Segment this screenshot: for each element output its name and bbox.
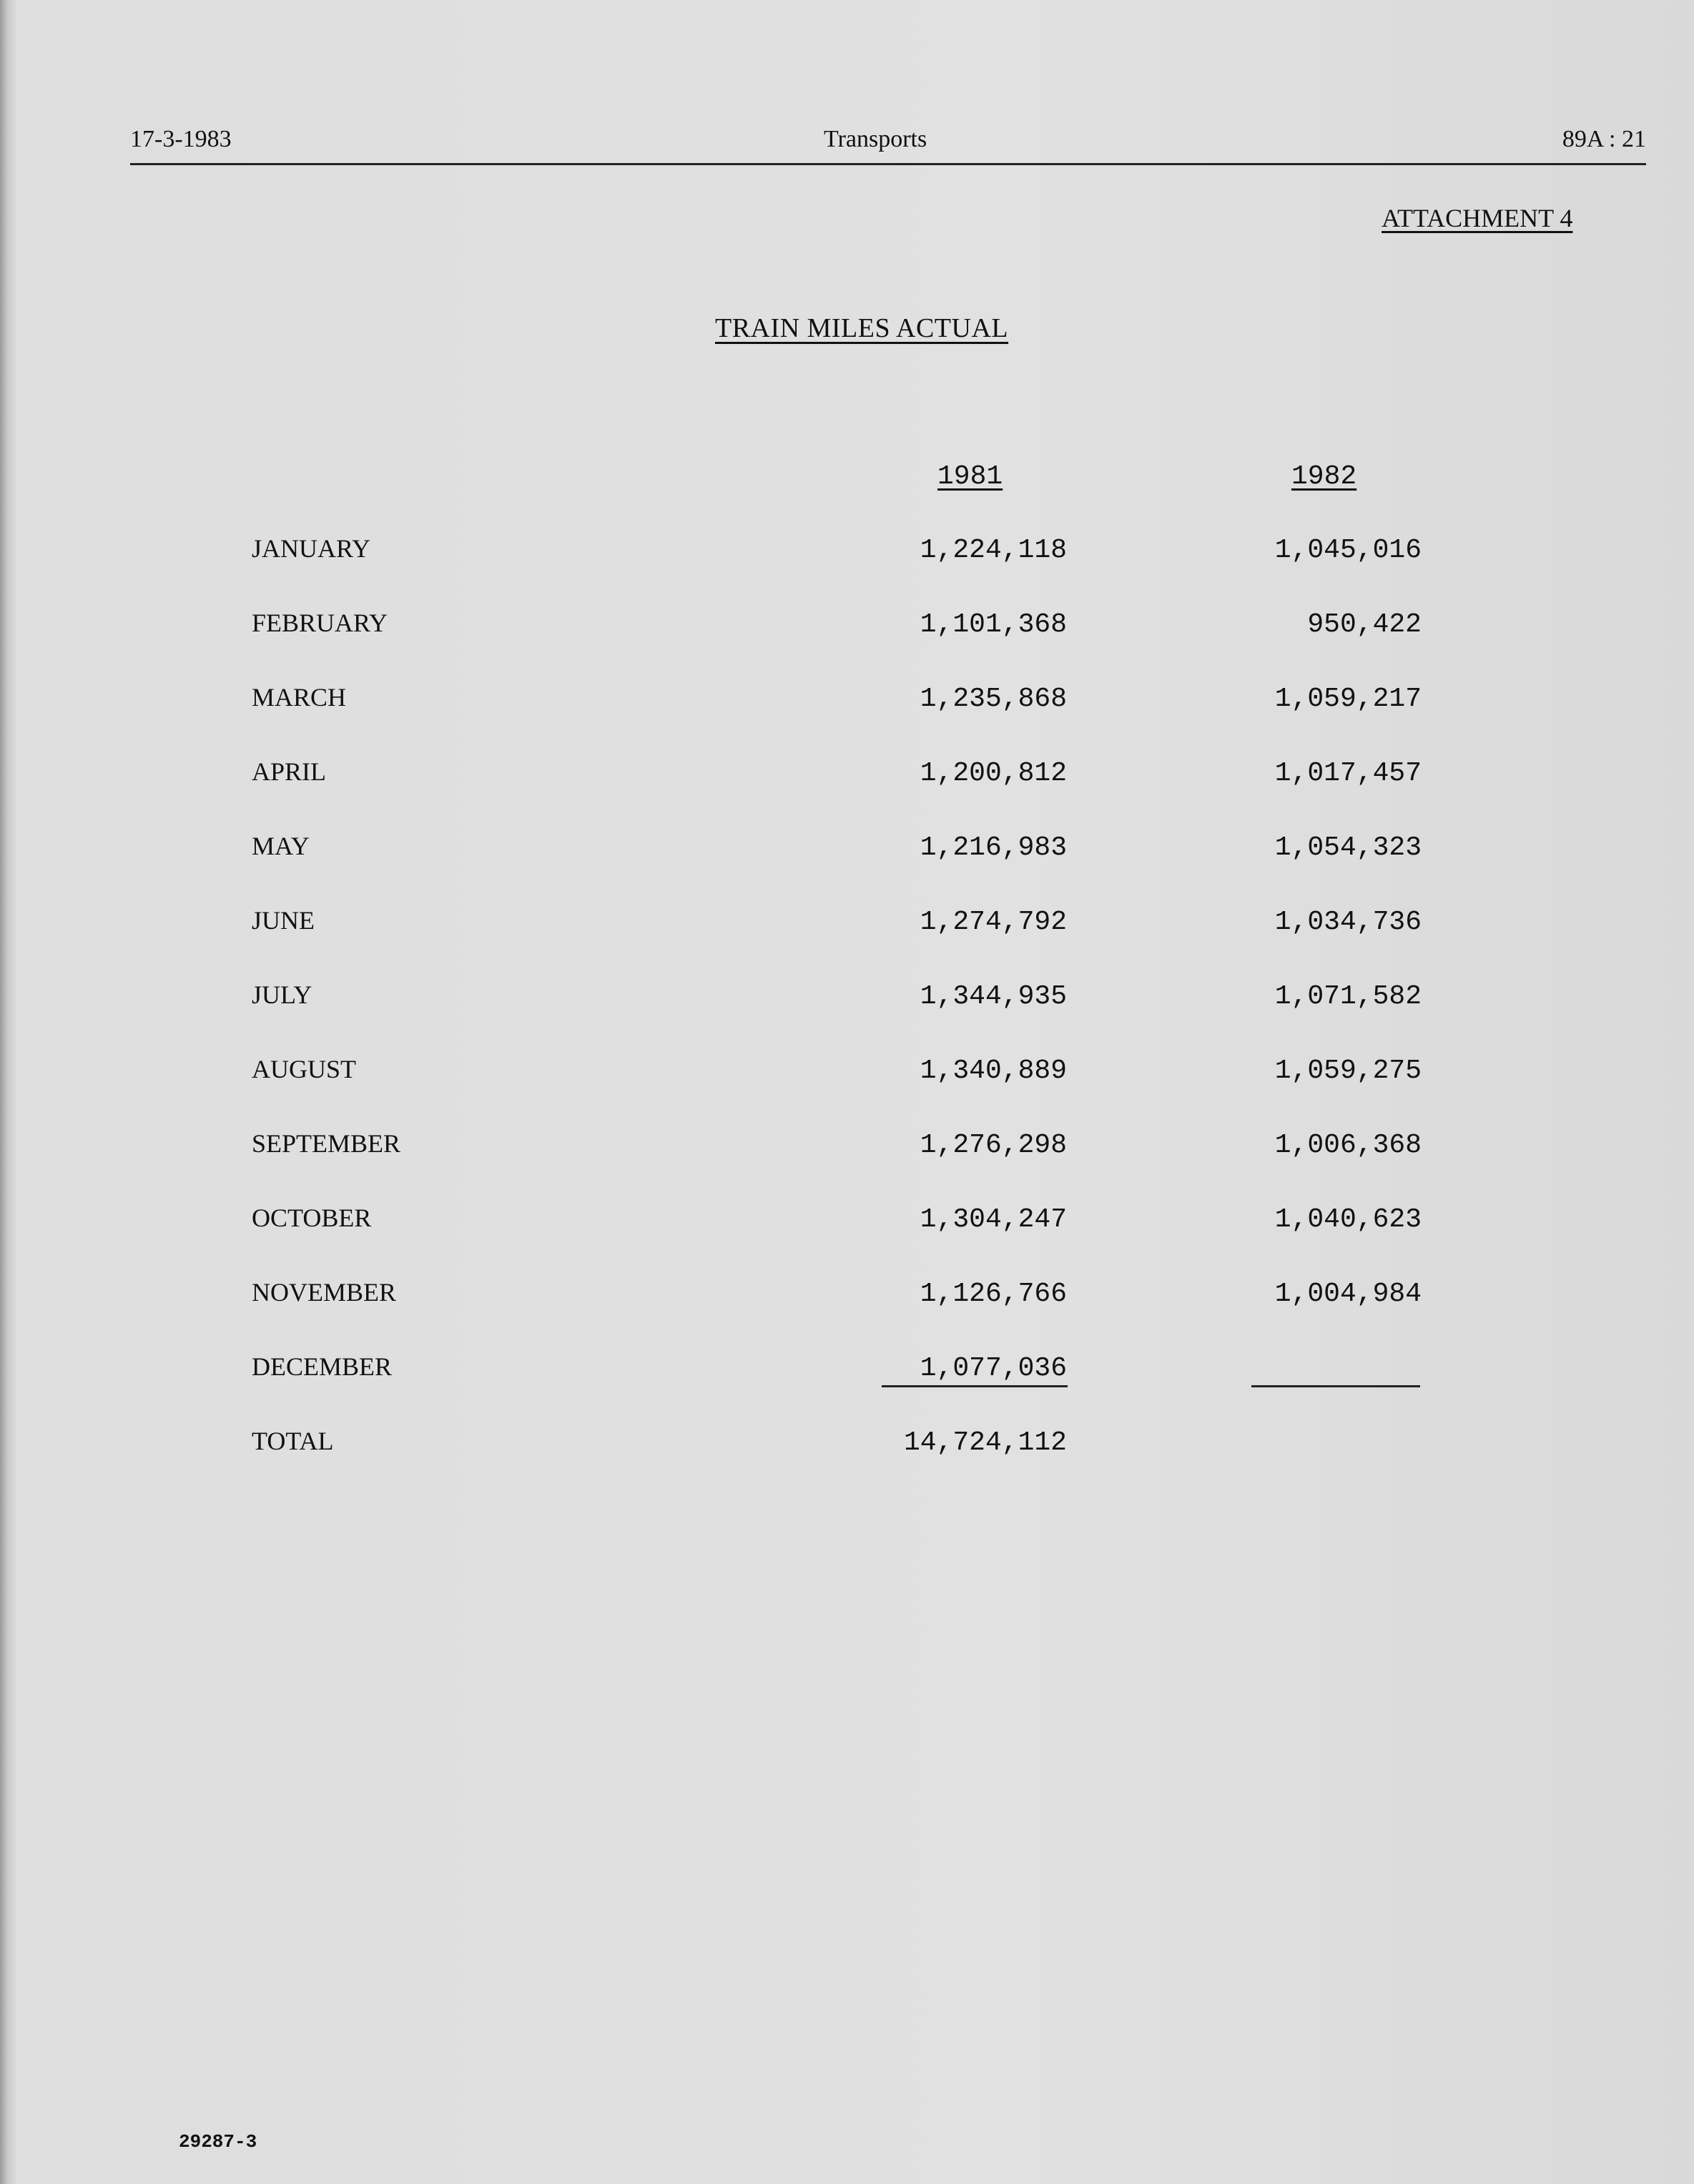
footer-code: 29287-3 <box>179 2131 257 2153</box>
table-row <box>0 1128 1694 1171</box>
month-label: MAY <box>252 832 310 860</box>
value-1981: 1,235,868 <box>920 684 1067 714</box>
table-title: TRAIN MILES ACTUAL <box>715 313 1009 343</box>
table-row <box>0 533 1694 576</box>
value-1981: 1,224,118 <box>920 535 1067 566</box>
value-1981: 1,344,935 <box>920 981 1067 1012</box>
header-section: Transports <box>824 126 927 152</box>
value-1981: 14,724,112 <box>903 1427 1067 1458</box>
value-1981: 1,200,812 <box>920 758 1067 789</box>
total-rule-1982 <box>1251 1385 1420 1387</box>
month-label: JUNE <box>252 906 315 935</box>
month-label: JULY <box>252 980 312 1009</box>
month-label: FEBRUARY <box>252 609 388 637</box>
total-row <box>0 1426 1694 1469</box>
value-1981: 1,216,983 <box>920 832 1067 863</box>
value-1981: 1,276,298 <box>920 1130 1067 1161</box>
month-label: APRIL <box>252 757 327 786</box>
page-header <box>130 123 1646 165</box>
table-row <box>0 1054 1694 1097</box>
value-1982: 1,034,736 <box>1274 907 1422 938</box>
value-1981: 1,077,036 <box>920 1353 1067 1384</box>
value-1981: 1,340,889 <box>920 1056 1067 1086</box>
table-row <box>0 757 1694 800</box>
value-1982: 1,040,623 <box>1274 1204 1422 1235</box>
table-row <box>0 905 1694 948</box>
attachment-label: ATTACHMENT 4 <box>1382 204 1573 232</box>
table-row <box>0 1277 1694 1320</box>
column-header-1982: 1982 <box>1291 461 1357 492</box>
month-label: OCTOBER <box>252 1204 372 1232</box>
month-label: NOVEMBER <box>252 1278 397 1307</box>
value-1981: 1,274,792 <box>920 907 1067 938</box>
month-label: JANUARY <box>252 534 371 563</box>
month-label: TOTAL <box>252 1427 334 1455</box>
value-1982: 1,006,368 <box>1274 1130 1422 1161</box>
header-date: 17-3-1983 <box>130 126 232 152</box>
value-1982: 1,071,582 <box>1274 981 1422 1012</box>
month-label: DECEMBER <box>252 1352 393 1381</box>
value-1981: 1,101,368 <box>920 609 1067 640</box>
total-rule-1981 <box>882 1385 1068 1387</box>
value-1982: 1,059,275 <box>1274 1056 1422 1086</box>
table-row <box>0 1203 1694 1246</box>
table-row <box>0 831 1694 874</box>
value-1982: 1,054,323 <box>1274 832 1422 863</box>
value-1982: 1,017,457 <box>1274 758 1422 789</box>
value-1982: 950,422 <box>1307 609 1422 640</box>
value-1981: 1,304,247 <box>920 1204 1067 1235</box>
value-1982: 1,059,217 <box>1274 684 1422 714</box>
value-1982: 1,004,984 <box>1274 1279 1422 1309</box>
month-label: AUGUST <box>252 1055 357 1083</box>
table-row <box>0 1352 1694 1394</box>
value-1981: 1,126,766 <box>920 1279 1067 1309</box>
table-row <box>0 608 1694 651</box>
month-label: MARCH <box>252 683 347 712</box>
month-label: SEPTEMBER <box>252 1129 401 1158</box>
value-1982: 1,045,016 <box>1274 535 1422 566</box>
table-row <box>0 980 1694 1023</box>
header-page-ref: 89A : 21 <box>1562 126 1646 152</box>
table-row <box>0 682 1694 725</box>
column-header-1981: 1981 <box>937 461 1003 492</box>
